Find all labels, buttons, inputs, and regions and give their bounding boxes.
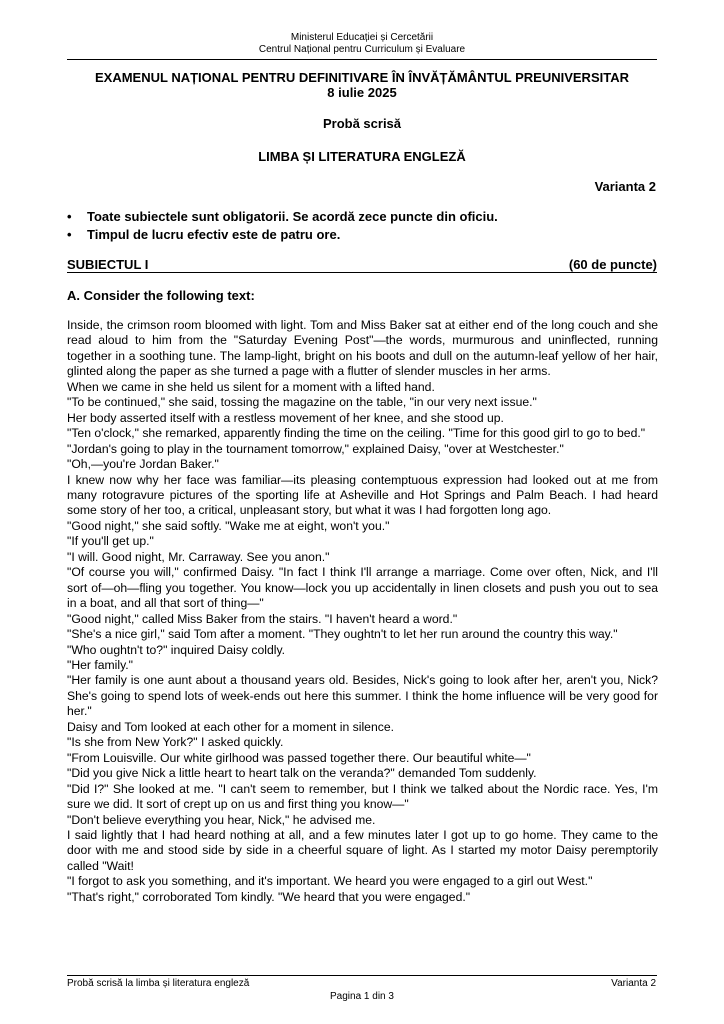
text-paragraph: "Jordan's going to play in the tournament tomorrow," explained Daisy, "over at Westchester." [67,441,564,456]
text-paragraph: "Did you give Nick a little heart to heart talk on the veranda?" demanded Tom suddenly. [67,766,537,781]
text-paragraph: "She's a nice girl," said Tom after a moment. "They oughtn't to let her run around the country this way." [67,627,618,642]
instruction-item: • Toate subiectele sunt obligatorii. Se acordă zece puncte din oficiu. [67,208,657,226]
part-a-heading: A. Consider the following text: [67,288,255,303]
text-paragraph: "I will. Good night, Mr. Carraway. See you anon." [67,549,330,564]
section-label: SUBIECTUL I [67,257,149,272]
text-paragraph: "I forgot to ask you something, and it's important. We heard you were engaged to a girl out West." [67,874,593,889]
text-paragraph: I said lightly that I had heard nothing at all, and a few minutes later I got up to go home. They came to the door with me and stood side by side in a cheerful square of light. As I started my motor Daisy peremptorily called "Wait! [67,827,658,873]
text-paragraph: "Of course you will," confirmed Daisy. "In fact I think I'll arrange a marriage. Come over often, Nick, and I'll sort of—oh—fling you together. You know—lock you up accidentally in linen closets and push you out to sea in a boat, and all that sort of thing—" [67,565,658,611]
text-paragraph: "That's right," corroborated Tom kindly. "We heard that you were engaged." [67,889,471,904]
text-paragraph: "From Louisville. Our white girlhood was passed together there. Our beautiful white—" [67,750,531,765]
variant-label: Varianta 2 [594,179,656,194]
footer-title: Probă scrisă la limba și literatura engleză [67,978,250,989]
section-heading [67,257,657,273]
text-paragraph: "Did I?" She looked at me. "I can't seem to remember, but I think we talked about the Nordic race. Yes, I'm sure we did. It sort of crept up on us and first thing you know—" [67,781,658,812]
text-paragraph: "Don't believe everything you hear, Nick," he advised me. [67,812,376,827]
header-divider [67,59,657,60]
text-paragraph: Daisy and Tom looked at each other for a moment in silence. [67,719,394,734]
text-paragraph: When we came in she held us silent for a moment with a lifted hand. [67,379,435,394]
page-number: Pagina 1 din 3 [330,991,394,1002]
probe-title: Probă scrisă [322,116,402,131]
text-paragraph: "Her family is one aunt about a thousand years old. Besides, Nick's going to look after her, aren't you, Nick? She's going to spend lots of week-ends out here this summer. I think the home influence will be very good for her." [67,673,658,719]
text-paragraph: "Ten o'clock," she remarked, apparently finding the time on the ceiling. "Time for this good girl to go to bed." [67,426,646,441]
text-paragraph: "Who oughtn't to?" inquired Daisy coldly. [67,642,286,657]
text-paragraph: "Her family." [67,657,133,672]
reading-text [67,318,658,905]
text-paragraph: "To be continued," she said, tossing the magazine on the table, "in our very next issue." [67,395,537,410]
ministry-header: Ministerul Educației și Cercetării [290,32,434,43]
text-paragraph: "Good night," called Miss Baker from the stairs. "I haven't heard a word." [67,611,458,626]
text-paragraph: Her body asserted itself with a restless movement of her knee, and she stood up. [67,410,504,425]
section-points: (60 de puncte) [568,257,657,272]
text-paragraph: "Good night," she said softly. "Wake me at eight, won't you." [67,518,390,533]
text-paragraph: Inside, the crimson room bloomed with light. Tom and Miss Baker sat at either end of the long couch and she read aloud to him from the "Saturday Evening Post"—the words, murmurous and uninflected, running together in a soothing tune. The lamp-light, bright on his boots and dull on the autumn-leaf yellow of her hair, glinted along the paper as she turned a page with a flutter of slender muscles in her arms. [67,318,658,379]
text-paragraph: I knew now why her face was familiar—its pleasing contemptuous expression had looked out at me from many rotogravure pictures of the sporting life at Asheville and Hot Springs and Palm Beach. I had heard some story of her too, a critical, unpleasant story, but what it was I had forgotten long ago. [67,472,658,518]
exam-title: EXAMENUL NAȚIONAL PENTRU DEFINITIVARE ÎN ÎNVĂȚĂMÂNTUL PREUNIVERSITAR [95,70,629,85]
exam-date: 8 iulie 2025 [327,85,397,100]
text-paragraph: "If you'll get up." [67,534,154,549]
instruction-item: • Timpul de lucru efectiv este de patru ore. [67,226,657,244]
footer-divider [67,975,657,976]
text-paragraph: "Is she from New York?" I asked quickly. [67,735,284,750]
subject-title: LIMBA ȘI LITERATURA ENGLEZĂ [258,149,466,164]
instructions-list [67,208,657,244]
text-paragraph: "Oh,—you're Jordan Baker." [67,457,219,472]
center-header: Centrul Național pentru Curriculum și Evaluare [258,44,466,55]
footer-variant: Varianta 2 [611,978,656,989]
